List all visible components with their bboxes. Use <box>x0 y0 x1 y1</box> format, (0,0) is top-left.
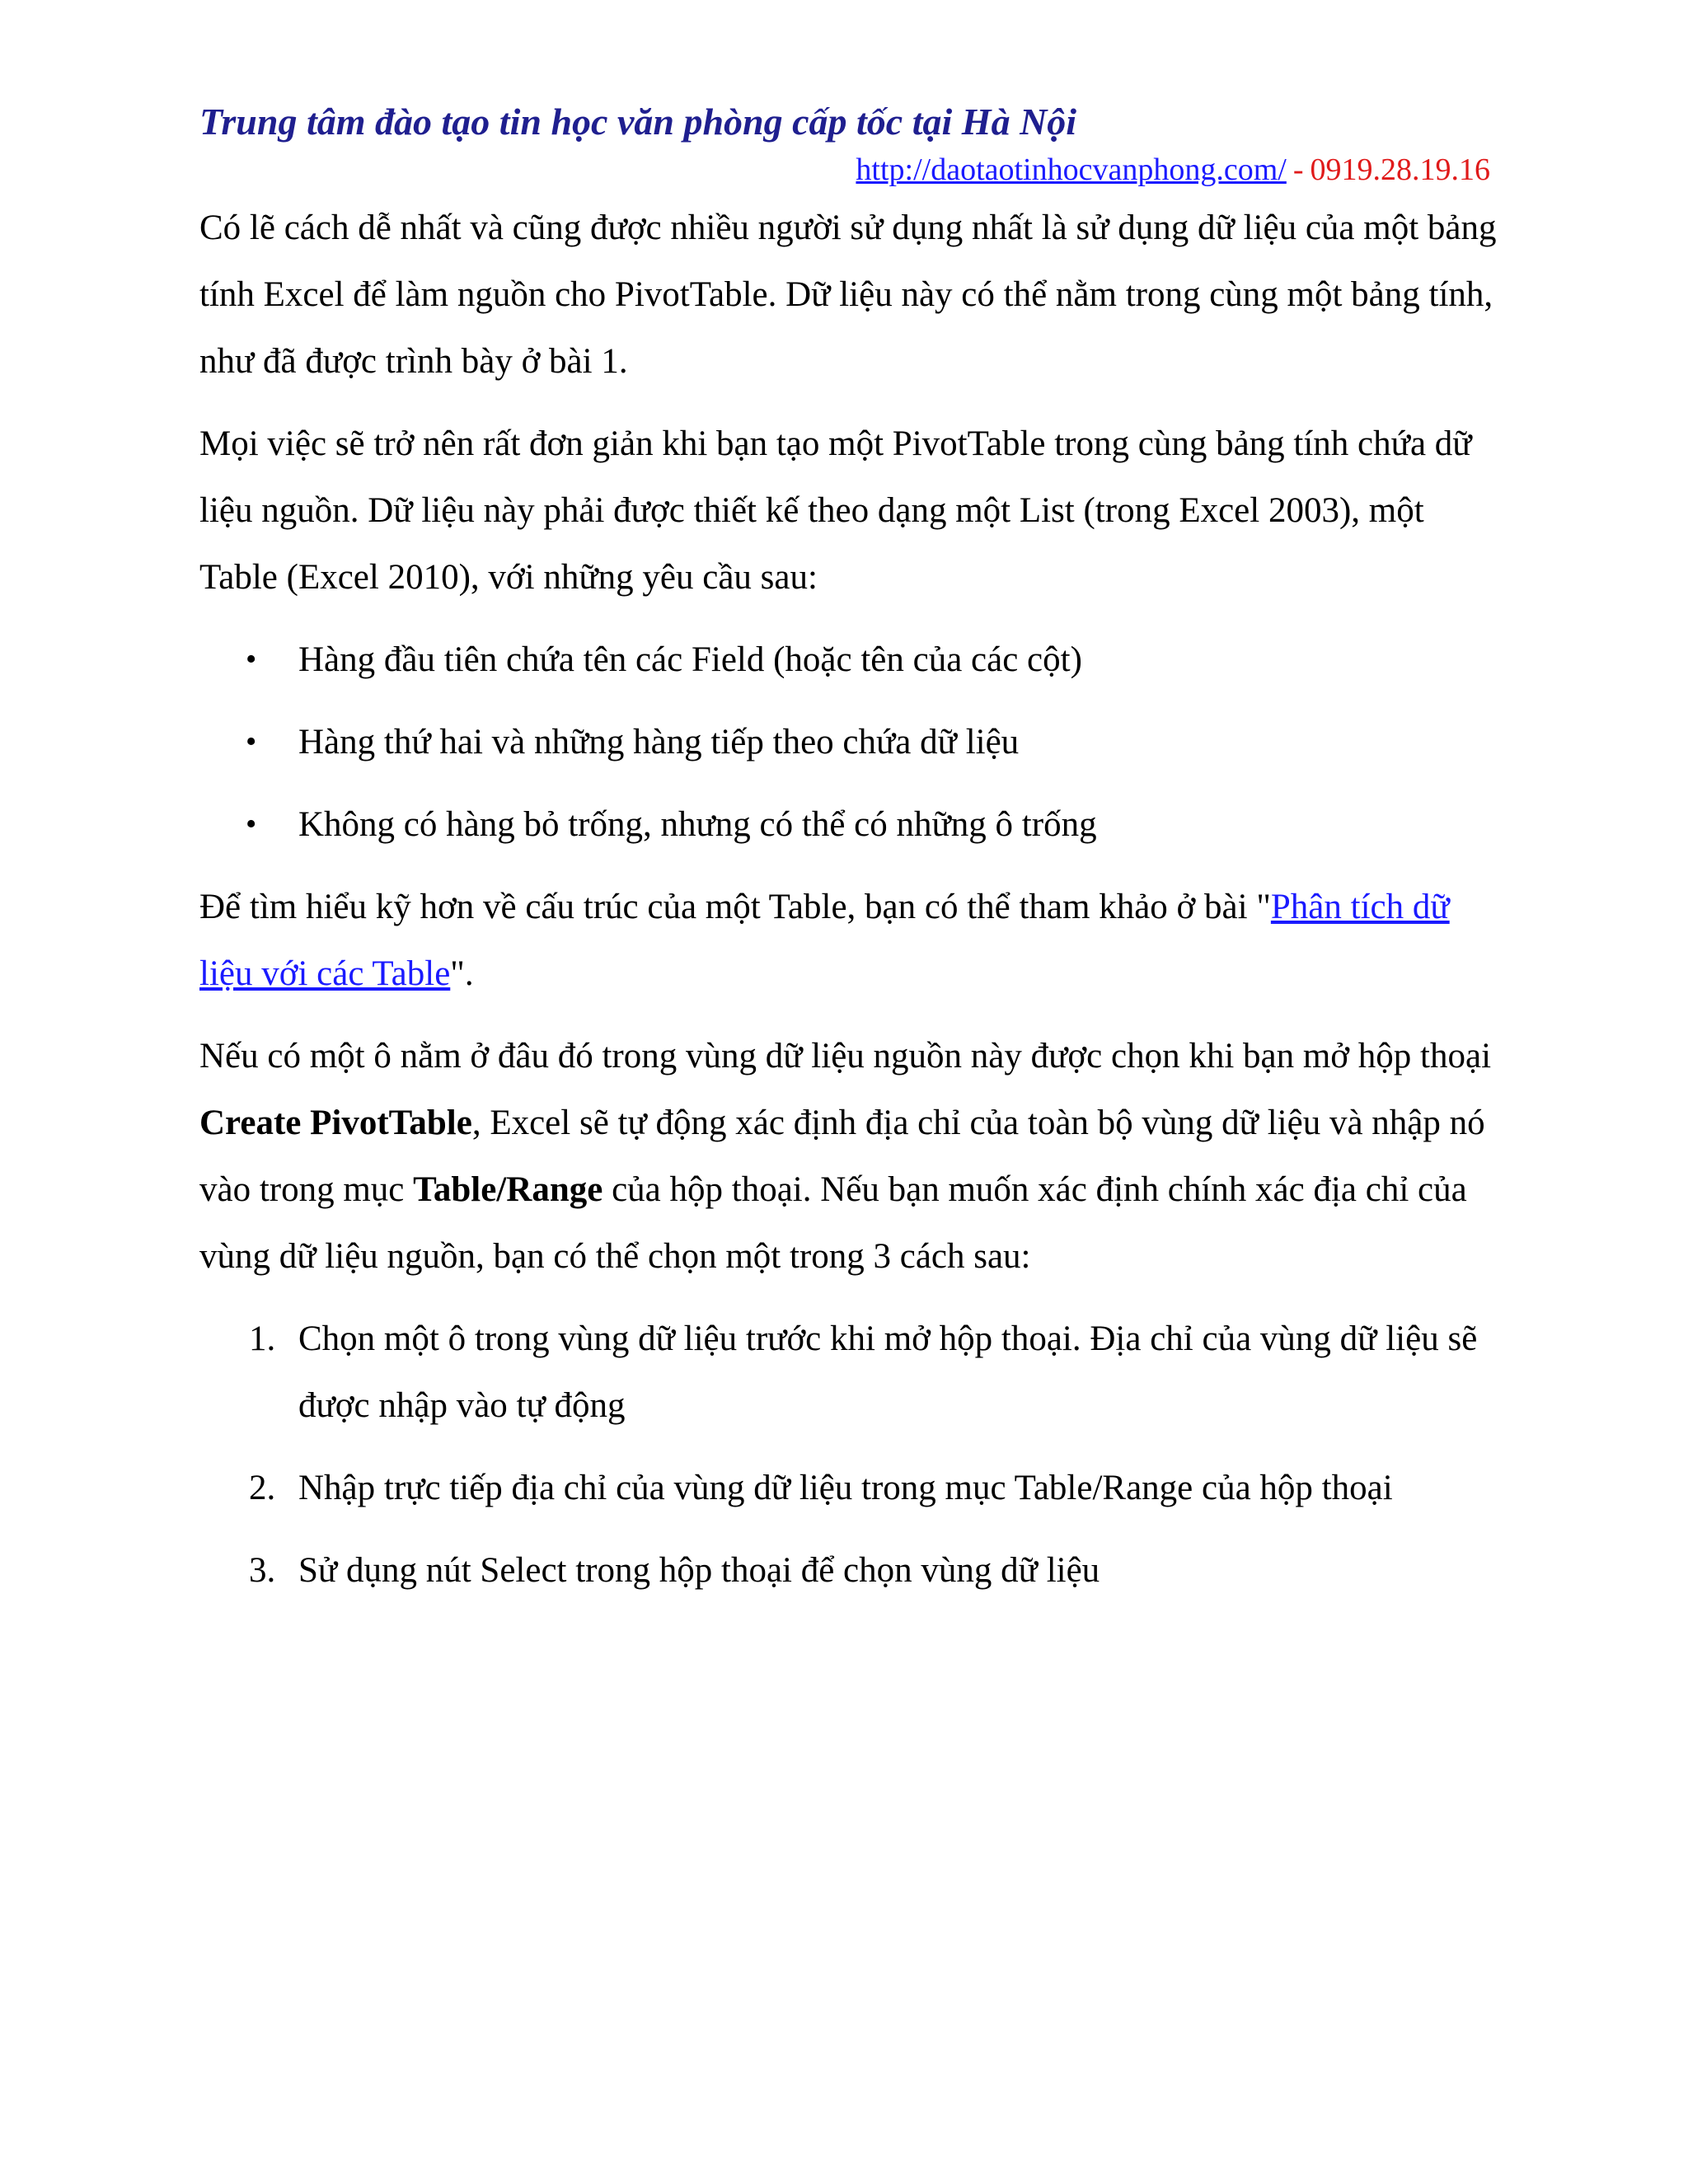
reference-text-after: ". <box>450 954 474 993</box>
bullet-icon: • <box>246 807 257 841</box>
header-title: Trung tâm đào tạo tin học văn phòng cấp tốc tại Hà Nội <box>199 101 1077 143</box>
document-body <box>199 194 1502 1619</box>
list-item <box>199 791 1502 858</box>
list-item <box>199 709 1502 776</box>
list-item <box>199 626 1502 693</box>
list-item <box>199 1537 1502 1604</box>
list-item-text: Không có hàng bỏ trống, nhưng có thể có những ô trống <box>298 805 1097 844</box>
bullet-icon: • <box>246 642 257 677</box>
intro-paragraph-2: Mọi việc sẽ trở nên rất đơn giản khi bạn tạo một PivotTable trong cùng bảng tính chứa dữ liệu nguồn. Dữ liệu này phải được thiết kế theo dạng một List (trong Excel 2003), một Table (Excel 2010), với những yêu cầu sau: <box>199 424 1472 597</box>
website-link[interactable]: http://daotaotinhocvanphong.com/ <box>856 152 1287 187</box>
phone-number: 0919.28.19.16 <box>1310 152 1490 187</box>
step-text: Nhập trực tiếp địa chỉ của vùng dữ liệu trong mục Table/Range của hộp thoại <box>298 1469 1393 1507</box>
step-number: 3. <box>249 1551 276 1590</box>
table-analysis-link[interactable]: Phân tích dữ liệu với các Table <box>199 888 1450 993</box>
header-separator: - <box>1292 152 1304 187</box>
step-text: Chọn một ô trong vùng dữ liệu trước khi mở hộp thoại. Địa chỉ của vùng dữ liệu sẽ được nhập vào tự động <box>298 1319 1478 1425</box>
list-item <box>199 1455 1502 1521</box>
list-item <box>199 1305 1502 1439</box>
step-number: 2. <box>249 1469 276 1507</box>
selection-text-3: của hộp thoại. Nếu bạn muốn xác định chính xác địa chỉ của vùng dữ liệu nguồn, bạn có thể chọn một trong 3 cách sau: <box>199 1170 1467 1276</box>
step-number: 1. <box>249 1319 276 1358</box>
header-contact <box>856 150 1490 190</box>
create-pivottable-term: Create PivotTable <box>199 1104 472 1142</box>
selection-text-1: Nếu có một ô nằm ở đâu đó trong vùng dữ liệu nguồn này được chọn khi bạn mở hộp thoại <box>199 1037 1492 1076</box>
bullet-icon: • <box>246 724 257 759</box>
reference-text-before: Để tìm hiểu kỹ hơn về cấu trúc của một Table, bạn có thể tham khảo ở bài " <box>199 888 1271 926</box>
reference-paragraph <box>199 874 1502 1007</box>
intro-paragraph-1: Có lẽ cách dễ nhất và cũng được nhiều người sử dụng nhất là sử dụng dữ liệu của một bảng tính Excel để làm nguồn cho PivotTable. Dữ liệu này có thể nằm trong cùng một bảng tính, như đã được trình bày ở bài 1. <box>199 209 1497 381</box>
list-item-text: Hàng đầu tiên chứa tên các Field (hoặc tên của các cột) <box>298 640 1082 679</box>
selection-paragraph <box>199 1023 1502 1290</box>
requirements-list <box>199 626 1502 858</box>
table-range-term: Table/Range <box>413 1170 603 1209</box>
selection-text-2: , Excel sẽ tự động xác định địa chỉ của toàn bộ vùng dữ liệu và nhập nó vào trong mục <box>199 1104 1485 1209</box>
steps-list <box>199 1305 1502 1604</box>
step-text: Sử dụng nút Select trong hộp thoại để chọn vùng dữ liệu <box>298 1551 1100 1590</box>
list-item-text: Hàng thứ hai và những hàng tiếp theo chứa dữ liệu <box>298 723 1020 762</box>
